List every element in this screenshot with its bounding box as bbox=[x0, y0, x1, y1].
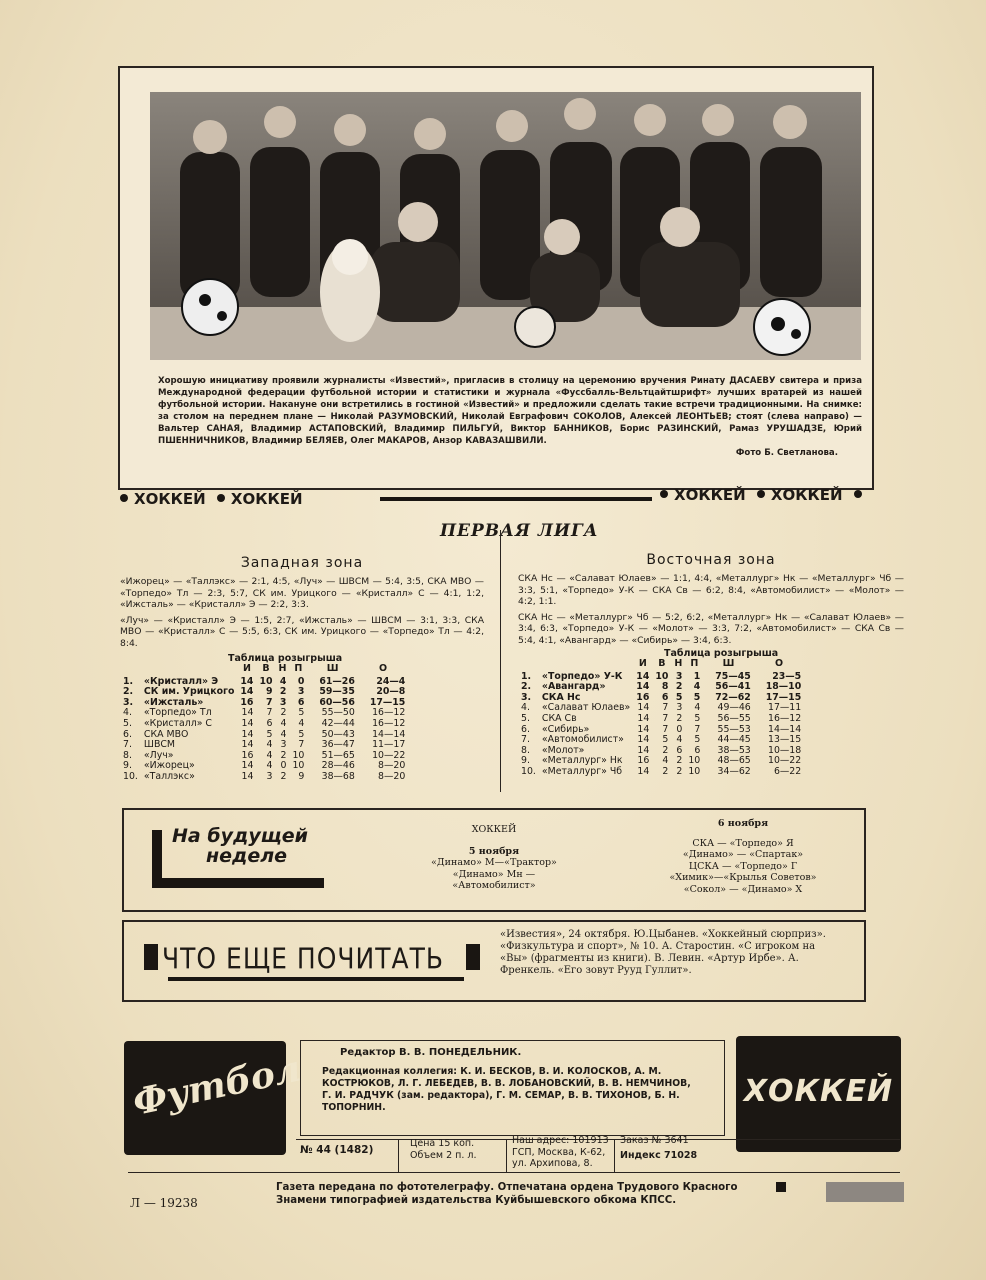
east-table-title: Таблица розыгрыша bbox=[664, 648, 779, 659]
league-title: ПЕРВАЯ ЛИГА bbox=[440, 521, 599, 541]
cell-sh: 61—26 bbox=[319, 675, 355, 687]
day2-game: «Химик»—«Крылья Советов» bbox=[669, 872, 817, 883]
cell-sh: 59—35 bbox=[319, 686, 355, 698]
title-underline bbox=[168, 977, 464, 981]
header-cell: О bbox=[379, 663, 388, 674]
l-number: Л — 19238 bbox=[130, 1196, 198, 1210]
title-marker-left bbox=[144, 944, 158, 970]
east-zone bbox=[518, 552, 904, 778]
cell-n: 2 bbox=[280, 707, 287, 719]
west-zone bbox=[120, 555, 484, 783]
banner-word: ХОККЕЙ bbox=[674, 486, 746, 504]
hockey-banner bbox=[114, 486, 904, 512]
banner-word: ХОККЕЙ bbox=[230, 490, 303, 508]
photo-caption bbox=[158, 375, 862, 459]
cell-pos: 6. bbox=[123, 728, 132, 740]
cell-v: 5 bbox=[266, 728, 273, 740]
cell-team: «Торпедо» У-К bbox=[541, 670, 623, 682]
cell-p: 4 bbox=[694, 702, 701, 714]
cell-o: 14—14 bbox=[372, 728, 406, 740]
cell-o: 18—10 bbox=[765, 681, 802, 693]
table-header-row bbox=[518, 659, 804, 672]
header-cell: Ш bbox=[722, 658, 735, 669]
cell-n: 3 bbox=[279, 696, 287, 708]
cell-pos: 5. bbox=[123, 717, 132, 729]
cell-p: 4 bbox=[298, 717, 305, 729]
cell-i: 14 bbox=[636, 670, 650, 682]
editorial-board: Редакционная коллегия: К. И. БЕСКОВ, В. И. КОЛОСКОВ, А. М. КОСТРЮКОВ, Л. Г. ЛЕБЕДЕВ, В. В. ЛОБАНОВСКИЙ, В. В. НЕМЧИНОВ, Г. И. РАДЧУК (зам. редактора), Г. М. СЕМАР, В. В. ТИХОНОВ, Б. Н. ТОПОРНИН. bbox=[322, 1066, 691, 1113]
day2-game: «Динамо» — «Спартак» bbox=[682, 849, 804, 860]
printing-note-line: Знамени типографией издательства Куйбышевского обкома КПСС. bbox=[276, 1195, 677, 1206]
fixtures-sport: ХОККЕЙ bbox=[471, 824, 517, 835]
cell-n: 2 bbox=[676, 765, 683, 777]
cell-i: 14 bbox=[241, 728, 254, 740]
cell-p: 5 bbox=[694, 712, 701, 724]
west-standings-table bbox=[120, 664, 408, 783]
cell-team: «Сибирь» bbox=[541, 723, 590, 735]
east-zone-title: Восточная зона bbox=[646, 552, 776, 568]
cell-v: 7 bbox=[662, 723, 669, 735]
cell-v: 4 bbox=[266, 749, 273, 761]
cell-p: 7 bbox=[694, 723, 701, 735]
cell-n: 2 bbox=[675, 681, 683, 693]
cell-o: 17—15 bbox=[765, 691, 802, 703]
cell-o: 11—17 bbox=[372, 739, 406, 751]
fixtures-day2 bbox=[648, 818, 838, 895]
photo-illustration bbox=[150, 92, 861, 360]
cell-team: «Молот» bbox=[541, 744, 585, 756]
banner-left bbox=[114, 490, 303, 508]
east-results-1: СКА Нс — «Салават Юлаев» — 1:1, 4:4, «Металлург» Нк — «Металлург» Чб — 3:3, 5:1, «Торпедо» У-К — СКА Св — 6:2, 8:4, «Автомобилист» — «Молот» — 4:2, 1:1. bbox=[518, 573, 904, 607]
cell-n: 2 bbox=[676, 755, 683, 767]
cell-i: 14 bbox=[241, 760, 254, 772]
cell-pos: 8. bbox=[123, 749, 132, 761]
cell-o: 8—20 bbox=[378, 770, 406, 782]
cell-o: 16—12 bbox=[767, 712, 802, 724]
cell-pos: 7. bbox=[521, 734, 530, 746]
east-results-2: СКА Нс — «Металлург» Чб — 5:2, 6:2, «Металлург» Нк — «Салават Юлаев» — 3:4, 6:3, «Торпедо» У-К — «Молот» — 3:3, 7:2, «Автомобилист» — СКА Св — 5:4, 4:1, «Авангард» — «Сибирь» — 3:4, 6:3. bbox=[518, 611, 904, 646]
imprint-separator bbox=[506, 1139, 507, 1173]
banner-rule bbox=[380, 497, 652, 501]
cell-i: 14 bbox=[637, 702, 650, 714]
cell-v: 4 bbox=[662, 755, 669, 767]
cell-sh: 50—43 bbox=[321, 728, 355, 740]
cell-n: 2 bbox=[280, 770, 287, 782]
cell-o: 14—14 bbox=[767, 723, 802, 735]
cell-o: 10—18 bbox=[767, 744, 802, 756]
cell-p: 6 bbox=[297, 696, 305, 708]
west-results-2: «Луч» — «Кристалл» Э — 1:5, 2:7, «Ижсталь» — ШВСМ — 3:1, 3:3, СКА МВО — «Кристалл» С — 5:5, 6:3, СК им. Урицкого — «Торпедо» Тл — 4:2, 8:4. bbox=[120, 614, 484, 649]
title-marker-right bbox=[466, 944, 480, 970]
cell-sh: 55—50 bbox=[321, 707, 355, 719]
cell-o: 16—12 bbox=[372, 707, 406, 719]
address-line: Наш адрес: 101913 bbox=[512, 1135, 609, 1146]
group-photo bbox=[150, 92, 861, 360]
cell-v: 2 bbox=[662, 744, 669, 756]
day1-game: «Динамо» М—«Трактор» bbox=[431, 857, 557, 868]
cell-n: 3 bbox=[676, 702, 683, 714]
grey-scale-strip bbox=[826, 1182, 904, 1202]
column-divider bbox=[500, 530, 501, 792]
issue-number: № 44 (1482) bbox=[300, 1144, 374, 1156]
header-cell: В bbox=[658, 658, 666, 669]
order-block bbox=[620, 1135, 697, 1161]
cell-sh: 56—41 bbox=[715, 681, 751, 693]
cell-pos: 4. bbox=[521, 702, 530, 714]
cell-o: 17—11 bbox=[767, 702, 802, 714]
printing-note-line: Газета передана по фототелеграфу. Отпечатана ордена Трудового Красного bbox=[276, 1182, 738, 1193]
bullet-icon bbox=[854, 490, 862, 498]
cell-team: «Кристалл» С bbox=[143, 717, 212, 729]
photo-credit: Фото Б. Светланова. bbox=[735, 448, 838, 458]
cell-n: 4 bbox=[280, 728, 287, 740]
cell-v: 6 bbox=[266, 717, 273, 729]
cell-pos: 1. bbox=[123, 675, 134, 687]
table-row bbox=[120, 719, 408, 730]
cell-i: 14 bbox=[637, 734, 650, 746]
cell-v: 10 bbox=[259, 675, 273, 687]
table-row bbox=[120, 772, 408, 783]
cell-team: «Металлург» Чб bbox=[541, 765, 623, 777]
cell-p: 5 bbox=[298, 728, 305, 740]
day1-game: «Автомобилист» bbox=[452, 880, 536, 891]
cell-v: 8 bbox=[661, 681, 669, 693]
cell-v: 10 bbox=[655, 670, 669, 682]
cell-sh: 75—45 bbox=[715, 670, 751, 682]
cell-v: 7 bbox=[662, 702, 669, 714]
next-week-logo-text bbox=[172, 826, 308, 866]
cell-sh: 55—53 bbox=[717, 723, 751, 735]
cell-p: 10 bbox=[688, 755, 701, 767]
price: Цена 15 коп. bbox=[410, 1138, 475, 1149]
cell-team: «Металлург» Нк bbox=[541, 755, 623, 767]
futbol-logo bbox=[124, 1041, 305, 1155]
cell-team: СКА МВО bbox=[143, 728, 189, 740]
fixtures-day1 bbox=[406, 824, 582, 892]
imprint-separator bbox=[398, 1139, 399, 1173]
cell-pos: 6. bbox=[521, 723, 530, 735]
cell-v: 2 bbox=[662, 765, 669, 777]
address-line: ул. Архипова, 8. bbox=[512, 1158, 593, 1169]
west-results-1: «Ижорец» — «Таллэкс» — 2:1, 4:5, «Луч» — ШВСМ — 5:4, 3:5, СКА МВО — «Торпедо» Тл — 2:3, 5:7, СК им. Урицкого — «Кристалл» С — 4:1, 1:2, «Ижсталь» — «Кристалл» Э — 2:2, 3:3. bbox=[120, 576, 484, 610]
cell-o: 24—4 bbox=[376, 675, 406, 687]
price-block bbox=[410, 1138, 477, 1161]
cell-sh: 34—62 bbox=[717, 765, 751, 777]
cell-team: «Таллэкс» bbox=[143, 770, 195, 782]
day2-date: 6 ноября bbox=[717, 818, 769, 829]
cell-pos: 2. bbox=[123, 686, 134, 698]
bullet-icon bbox=[120, 494, 128, 502]
cell-i: 14 bbox=[241, 717, 254, 729]
cell-n: 0 bbox=[280, 760, 287, 772]
cell-team: «Ижсталь» bbox=[143, 696, 204, 708]
cell-i: 14 bbox=[636, 681, 650, 693]
header-cell: П bbox=[690, 658, 699, 669]
header-cell: И bbox=[242, 663, 251, 674]
logo-line-1: На будущей bbox=[172, 825, 308, 847]
reading-text: «Известия», 24 октября. Ю.Цыбанев. «Хоккейный сюрприз». «Физкультура и спорт», № 10. А. Старостин. «С игроком на «Вы» (фрагменты из книги). В. Левин. «Артур Ирбе». А. Френкель. «Его зовут Рууд Гуллит». bbox=[500, 929, 826, 976]
cell-i: 16 bbox=[241, 749, 254, 761]
table-header-row bbox=[120, 664, 408, 677]
cell-sh: 42—44 bbox=[321, 717, 355, 729]
editor-line: Редактор В. В. ПОНЕДЕЛЬНИК. bbox=[340, 1047, 522, 1058]
banner-word: ХОККЕЙ bbox=[134, 490, 206, 508]
cell-sh: 51—65 bbox=[321, 749, 355, 761]
bullet-icon bbox=[217, 494, 225, 502]
cell-pos: 1. bbox=[521, 670, 532, 682]
reading-title: ЧТО ЕЩЕ ПОЧИТАТЬ bbox=[162, 942, 445, 976]
index-number: Индекс 71028 bbox=[620, 1149, 698, 1161]
cell-p: 5 bbox=[693, 691, 701, 703]
header-cell bbox=[120, 664, 237, 677]
cell-n: 4 bbox=[279, 675, 287, 687]
cell-n: 2 bbox=[676, 712, 683, 724]
cell-sh: 38—68 bbox=[321, 770, 355, 782]
cell-p: 10 bbox=[292, 760, 305, 772]
cell-o: 8—20 bbox=[378, 760, 406, 772]
cell-pos: 2. bbox=[521, 681, 532, 693]
cell-n: 0 bbox=[676, 723, 683, 735]
cell-sh: 44—45 bbox=[717, 734, 751, 746]
cell-o: 16—12 bbox=[372, 717, 406, 729]
header-cell: В bbox=[262, 663, 270, 674]
cell-team: СК им. Урицкого bbox=[143, 686, 235, 698]
cell-o: 6—22 bbox=[773, 765, 802, 777]
cell-o: 20—8 bbox=[376, 686, 406, 698]
header-cell: О bbox=[774, 658, 784, 669]
east-standings-table bbox=[518, 659, 804, 778]
cell-i: 14 bbox=[241, 770, 254, 782]
cell-n: 4 bbox=[280, 717, 287, 729]
cell-sh: 49—46 bbox=[717, 702, 751, 714]
footer-rule bbox=[128, 1172, 900, 1173]
cell-n: 5 bbox=[675, 691, 683, 703]
bullet-icon bbox=[660, 490, 668, 498]
cell-o: 13—15 bbox=[767, 734, 802, 746]
table-row bbox=[518, 714, 804, 725]
banner-right bbox=[654, 486, 868, 504]
cell-team: «Луч» bbox=[143, 749, 174, 761]
cell-v: 3 bbox=[266, 770, 273, 782]
header-cell: П bbox=[294, 663, 303, 674]
cell-n: 2 bbox=[280, 749, 287, 761]
cell-team: «Кристалл» Э bbox=[143, 675, 219, 687]
west-table-title: Таблица розыгрыша bbox=[228, 653, 343, 664]
cell-v: 7 bbox=[265, 696, 273, 708]
cell-v: 7 bbox=[266, 707, 273, 719]
cell-i: 14 bbox=[240, 675, 254, 687]
cell-p: 5 bbox=[298, 707, 305, 719]
cell-v: 4 bbox=[266, 739, 273, 751]
cell-i: 14 bbox=[241, 707, 254, 719]
cell-i: 16 bbox=[636, 691, 650, 703]
cell-p: 9 bbox=[298, 770, 305, 782]
cell-pos: 5. bbox=[521, 712, 530, 724]
cell-p: 4 bbox=[693, 681, 701, 693]
cell-i: 16 bbox=[637, 755, 650, 767]
cell-o: 23—5 bbox=[772, 670, 802, 682]
cell-team: «Ижорец» bbox=[143, 760, 195, 772]
cell-sh: 36—47 bbox=[321, 739, 355, 751]
cell-v: 6 bbox=[661, 691, 669, 703]
cell-pos: 10. bbox=[521, 765, 536, 777]
cell-sh: 72—62 bbox=[715, 691, 751, 703]
cell-i: 14 bbox=[637, 712, 650, 724]
cell-i: 14 bbox=[637, 723, 650, 735]
cell-n: 3 bbox=[675, 670, 683, 682]
banner-word: ХОККЕЙ bbox=[770, 486, 843, 504]
cell-team: «Автомобилист» bbox=[541, 734, 624, 746]
volume: Объем 2 п. л. bbox=[410, 1149, 477, 1161]
day1-game: «Динамо» Мн — bbox=[452, 868, 536, 880]
cell-pos: 9. bbox=[521, 755, 530, 767]
caption-text: Хорошую инициативу проявили журналисты «Известий», пригласив в столицу на церемонию вручения Ринату ДАСАЕВУ свитера и приза Международной федерации футбольной истории и статистики и журнала «Фуссбалль-Вельтцайтшрифт» лучших вратарей из нашей футбольной истории. Накануне они встретились в гостиной «Известий» и предложили сделать такие встречи традиционными. На снимке: за столом на переднем плане — Николай РАЗУМОВСКИЙ, Николай Евграфович СОКОЛОВ, Алексей ЛЕОНТЬЕВ; стоят (слева направо) — Вальтер САНАЯ, Владимир АСТАПОВСКИЙ, Владимир ПИЛЬГУЙ, Виктор БАННИКОВ, Борис РАЗИНСКИЙ, Рамаз УРУШАДЗЕ, Юрий ПШЕННИЧНИКОВ, Владимир БЕЛЯЕВ, Олег МАКАРОВ, Анзор КАВАЗАШВИЛИ. bbox=[158, 376, 862, 446]
print-mark-icon bbox=[776, 1182, 786, 1192]
bullet-icon bbox=[757, 490, 765, 498]
printing-note bbox=[276, 1181, 738, 1207]
header-cell bbox=[518, 659, 633, 672]
cell-pos: 9. bbox=[123, 760, 132, 772]
cell-p: 7 bbox=[298, 739, 305, 751]
logo-bar bbox=[152, 878, 324, 888]
cell-v: 7 bbox=[662, 712, 669, 724]
cell-o: 10—22 bbox=[372, 749, 406, 761]
logo-line-2: неделе bbox=[206, 845, 288, 867]
cell-i: 14 bbox=[637, 765, 650, 777]
cell-pos: 7. bbox=[123, 739, 132, 751]
cell-p: 6 bbox=[694, 744, 701, 756]
cell-n: 2 bbox=[279, 686, 287, 698]
cell-p: 5 bbox=[694, 734, 701, 746]
cell-i: 14 bbox=[240, 686, 254, 698]
cell-pos: 4. bbox=[123, 707, 132, 719]
address-line: ГСП, Москва, К-62, bbox=[512, 1146, 606, 1158]
day2-game: ЦСКА — «Торпедо» Г bbox=[688, 860, 798, 872]
hockey-logo-text: ХОККЕЙ bbox=[743, 1074, 894, 1109]
cell-i: 14 bbox=[637, 744, 650, 756]
header-cell: И bbox=[638, 658, 647, 669]
day2-game: «Сокол» — «Динамо» Х bbox=[683, 883, 803, 895]
cell-sh: 56—55 bbox=[717, 712, 751, 724]
cell-sh: 60—56 bbox=[319, 696, 355, 708]
day2-game: СКА — «Торпедо» Я bbox=[692, 837, 794, 849]
imprint-separator bbox=[614, 1139, 615, 1173]
west-zone-title: Западная зона bbox=[240, 555, 364, 571]
cell-n: 4 bbox=[676, 734, 683, 746]
futbol-logo-text: Футбол bbox=[129, 1047, 305, 1124]
cell-pos: 3. bbox=[123, 696, 134, 708]
cell-team: «Авангард» bbox=[541, 681, 606, 693]
cell-sh: 38—53 bbox=[717, 744, 751, 756]
cell-v: 9 bbox=[265, 686, 273, 698]
table-row bbox=[518, 767, 804, 778]
cell-p: 3 bbox=[297, 686, 305, 698]
header-cell: Ш bbox=[326, 663, 339, 674]
cell-i: 16 bbox=[240, 696, 254, 708]
cell-pos: 10. bbox=[123, 770, 138, 782]
day1-date: 5 ноября bbox=[468, 845, 520, 857]
address-block bbox=[512, 1135, 609, 1170]
hockey-logo bbox=[736, 1036, 901, 1152]
cell-team: СКА Нс bbox=[541, 691, 581, 703]
cell-team: СКА Св bbox=[541, 712, 577, 724]
cell-v: 4 bbox=[266, 760, 273, 772]
cell-v: 5 bbox=[662, 734, 669, 746]
cell-i: 14 bbox=[241, 739, 254, 751]
cell-n: 3 bbox=[280, 739, 287, 751]
header-cell: Н bbox=[278, 663, 287, 674]
header-cell: Н bbox=[674, 658, 683, 669]
cell-p: 0 bbox=[297, 675, 305, 687]
reading-title-block bbox=[144, 932, 480, 984]
cell-team: «Салават Юлаев» bbox=[541, 702, 631, 714]
cell-p: 10 bbox=[292, 749, 305, 761]
cell-o: 17—15 bbox=[369, 696, 406, 708]
cell-sh: 48—65 bbox=[717, 755, 751, 767]
cell-sh: 28—46 bbox=[321, 760, 355, 772]
cell-o: 10—22 bbox=[767, 755, 802, 767]
cell-p: 1 bbox=[693, 670, 701, 682]
order-number: Заказ № 3641 bbox=[620, 1135, 689, 1146]
cell-team: ШВСМ bbox=[143, 739, 176, 751]
next-week-logo bbox=[152, 822, 332, 892]
cell-n: 6 bbox=[676, 744, 683, 756]
cell-pos: 8. bbox=[521, 744, 530, 756]
cell-pos: 3. bbox=[521, 691, 532, 703]
cell-p: 10 bbox=[688, 765, 701, 777]
cell-team: «Торпедо» Тл bbox=[143, 707, 212, 719]
